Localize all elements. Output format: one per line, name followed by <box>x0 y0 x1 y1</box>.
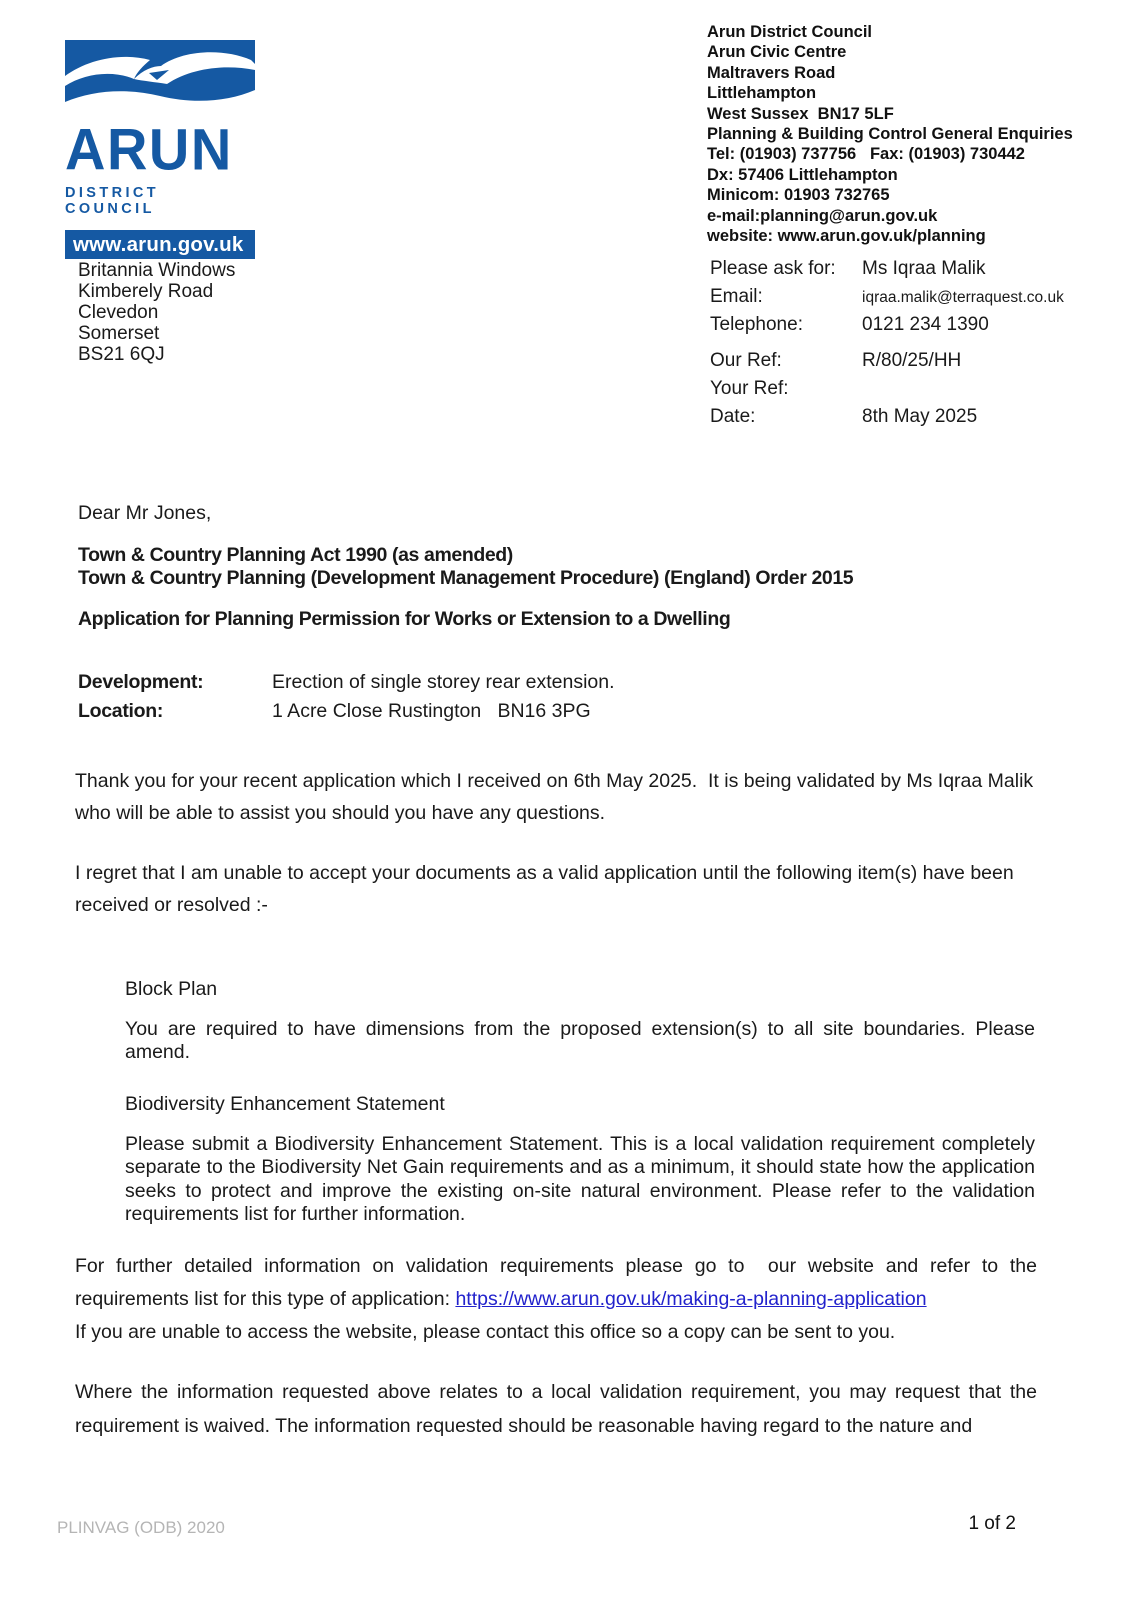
page-number: 1 of 2 <box>968 1513 1016 1534</box>
council-address-line: Planning & Building Control General Enquiries <box>707 125 1073 144</box>
contact-label: Date: <box>710 406 756 427</box>
form-code: PLINVAG (ODB) 2020 <box>57 1518 225 1537</box>
seagull-wave-emblem-icon <box>65 40 255 116</box>
location-label: Location: <box>78 699 164 722</box>
paragraph-waive: Where the information requested above relates to a local validation requirement, you may request that the requirement is waived. The information requested should be reasonable having regard to the nature and <box>75 1381 1037 1437</box>
recipient-line: BS21 6QJ <box>78 344 165 365</box>
council-address-block <box>707 22 1073 246</box>
contact-label: Your Ref: <box>710 378 789 399</box>
recipient-line: Clevedon <box>78 302 159 323</box>
recipient-line: Britannia Windows <box>78 260 236 281</box>
recipient-address-block <box>78 260 235 365</box>
paragraph-further-info <box>75 1250 1043 1349</box>
location-row <box>78 697 615 726</box>
legislation-line: Town & Country Planning Act 1990 (as amended) <box>78 544 513 566</box>
council-address-line: e-mail:planning@arun.gov.uk <box>707 206 938 225</box>
contact-label: Our Ref: <box>710 350 782 371</box>
contact-value: iqraa.malik@terraquest.co.uk <box>862 289 1064 306</box>
contact-details-block <box>710 258 1110 434</box>
council-address-line: Arun District Council <box>707 23 873 41</box>
further-info-offline-text: If you are unable to access the website, please contact this office so a copy can be sent to you. <box>75 1321 896 1343</box>
contact-value: R/80/25/HH <box>862 350 962 371</box>
legislation-heading <box>78 544 853 589</box>
item-body-block-plan: You are required to have dimensions from the proposed extension(s) to all site boundaries. Please amend. <box>125 1018 1035 1064</box>
subject-heading: Application for Planning Permission for Works or Extension to a Dwelling <box>78 608 731 630</box>
paragraph-thanks: Thank you for your recent application which I received on 6th May 2025. It is being validated by Ms Iqraa Malik who will be able to assist you should you have any questions. <box>75 770 1039 824</box>
logo-subtitle: DISTRICT COUNCIL <box>65 185 160 217</box>
council-address-line: Tel: (01903) 737756 Fax: (01903) 730442 <box>707 145 1025 164</box>
item-title-biodiversity: Biodiversity Enhancement Statement <box>125 1093 445 1115</box>
council-address-line: Littlehampton <box>707 84 817 103</box>
contact-label: Please ask for: <box>710 258 836 279</box>
contact-value: Ms Iqraa Malik <box>862 258 986 279</box>
recipient-line: Kimberely Road <box>78 281 214 302</box>
item-title-block-plan: Block Plan <box>125 978 218 1000</box>
contact-label: Email: <box>710 286 763 307</box>
contact-label: Telephone: <box>710 314 803 335</box>
recipient-line: Somerset <box>78 323 160 344</box>
council-logo <box>65 40 255 259</box>
development-value: Erection of single storey rear extension. <box>272 671 615 693</box>
council-address-line: website: www.arun.gov.uk/planning <box>707 227 986 246</box>
validation-requirements-link[interactable]: https://www.arun.gov.uk/making-a-planning-application <box>455 1288 927 1310</box>
contact-value: 0121 234 1390 <box>862 314 989 335</box>
council-address-line: Arun Civic Centre <box>707 43 847 62</box>
contact-row-email <box>710 286 1110 314</box>
logo-wordmark: ARUN <box>65 115 233 182</box>
contact-row-our-ref <box>710 350 1110 378</box>
contact-row-please-ask-for <box>710 258 1110 286</box>
council-address-line: West Sussex BN17 5LF <box>707 104 894 123</box>
further-info-text: For further detailed information on validation requirements please go to our website and refer to the requirements list for this type of application: <box>75 1255 1043 1310</box>
contact-row-date <box>710 406 1110 434</box>
legislation-line: Town & Country Planning (Development Management Procedure) (England) Order 2015 <box>78 566 854 589</box>
development-row <box>78 668 615 697</box>
application-details <box>78 668 615 725</box>
location-value: 1 Acre Close Rustington BN16 3PG <box>272 699 591 722</box>
contact-row-telephone <box>710 314 1110 342</box>
council-address-line: Minicom: 01903 732765 <box>707 186 890 205</box>
contact-row-your-ref <box>710 378 1110 406</box>
council-address-line: Dx: 57406 Littlehampton <box>707 165 898 184</box>
salutation: Dear Mr Jones, <box>78 502 212 524</box>
contact-value: 8th May 2025 <box>862 406 978 427</box>
logo-website-bar: www.arun.gov.uk <box>65 230 255 259</box>
development-label: Development: <box>78 671 204 693</box>
council-address-line: Maltravers Road <box>707 63 836 82</box>
item-body-biodiversity: Please submit a Biodiversity Enhancement Statement. This is a local validation requirement completely separate to the Biodiversity Net Gain requirements and as a minimum, it should state how the application seeks to protect and improve the existing on-site natural environment. Please refer to the validation requirements list for further information. <box>125 1133 1035 1225</box>
paragraph-regret: I regret that I am unable to accept your documents as a valid application until the following item(s) have been received or resolved :- <box>75 862 1020 916</box>
